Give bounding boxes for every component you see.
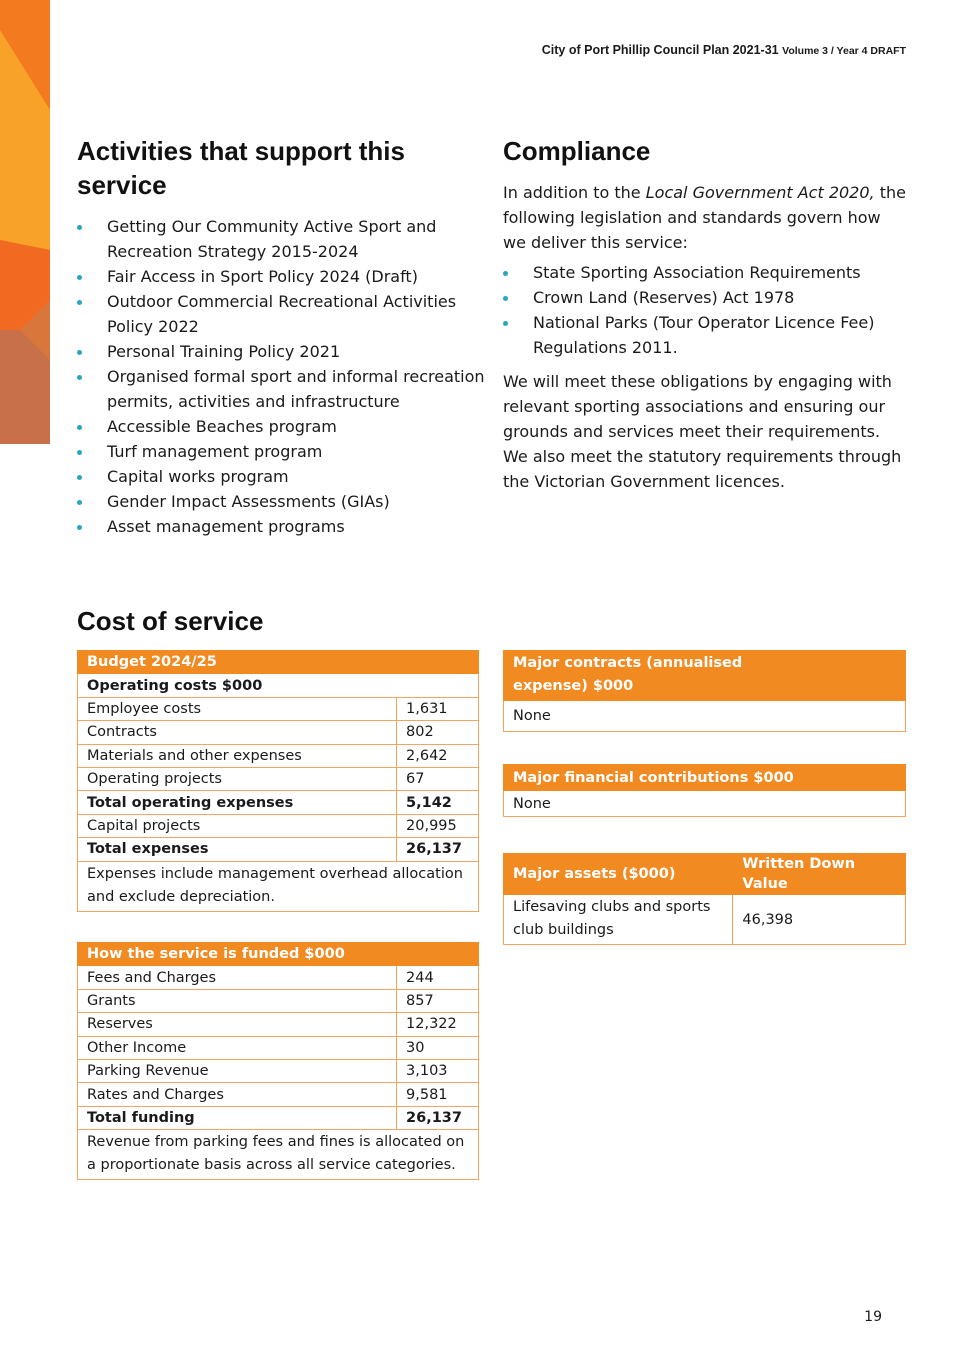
row-label: Total funding <box>78 1106 397 1129</box>
row-value: 5,142 <box>397 791 479 814</box>
contracts-header-blank <box>784 651 906 701</box>
activity-item <box>77 364 487 414</box>
table-row <box>78 1106 479 1129</box>
bullet-icon <box>77 275 82 280</box>
assets-row <box>504 895 906 945</box>
row-label: Operating projects <box>78 767 397 790</box>
row-value: 1,631 <box>397 697 479 720</box>
bullet-icon <box>77 300 82 305</box>
compliance-list <box>503 260 908 360</box>
row-value: 67 <box>397 767 479 790</box>
bullet-icon <box>77 425 82 430</box>
compliance-closing: We will meet these obligations by engaging with relevant sporting associations and ensuring our grounds and services meet their requirements. We also meet the statutory requirements through the Victorian Government licences. <box>503 372 902 491</box>
operating-costs-subheader: Operating costs $000 <box>78 674 479 697</box>
row-value: 3,103 <box>397 1059 479 1082</box>
row-label: Grants <box>78 989 397 1012</box>
bullet-icon <box>503 321 508 326</box>
contributions-table <box>503 764 906 817</box>
contributions-row <box>504 791 906 817</box>
page-header <box>542 43 906 57</box>
activity-item-text: Gender Impact Assessments (GIAs) <box>107 492 390 511</box>
row-value: 12,322 <box>397 1013 479 1036</box>
funding-header: How the service is funded $000 <box>78 943 397 966</box>
activity-item <box>77 264 487 289</box>
table-row <box>78 966 479 989</box>
activity-item-text: Organised formal sport and informal recreation permits, activities and infrastructure <box>107 367 485 411</box>
activity-item-text: Fair Access in Sport Policy 2024 (Draft) <box>107 267 418 286</box>
row-value: 30 <box>397 1036 479 1059</box>
activity-item-text: Getting Our Community Active Sport and Recreation Strategy 2015-2024 <box>107 217 437 261</box>
activity-item <box>77 214 487 264</box>
compliance-item-text: Crown Land (Reserves) Act 1978 <box>533 288 795 307</box>
assets-value: 46,398 <box>733 895 906 945</box>
activity-item-text: Asset management programs <box>107 517 345 536</box>
bullet-icon <box>77 225 82 230</box>
page-number: 19 <box>864 1309 882 1325</box>
contracts-table <box>503 650 906 732</box>
activity-item <box>77 489 487 514</box>
bullet-icon <box>77 475 82 480</box>
compliance-item-text: National Parks (Tour Operator Licence Fee) Regulations 2011. <box>533 313 875 357</box>
compliance-item <box>503 285 908 310</box>
table-row <box>78 838 479 861</box>
row-label: Capital projects <box>78 814 397 837</box>
table-row <box>78 1013 479 1036</box>
row-label: Reserves <box>78 1013 397 1036</box>
row-label: Total expenses <box>78 838 397 861</box>
assets-header-value: Written Down Value <box>733 854 906 895</box>
contracts-header-row <box>504 651 906 701</box>
row-label: Materials and other expenses <box>78 744 397 767</box>
activity-item <box>77 514 487 539</box>
funding-note: Revenue from parking fees and fines is allocated on a proportionate basis across all service categories. <box>78 1130 479 1180</box>
table-row <box>78 989 479 1012</box>
contracts-row <box>504 701 906 732</box>
compliance-item <box>503 310 908 360</box>
row-label: Rates and Charges <box>78 1083 397 1106</box>
table-row <box>78 697 479 720</box>
table-row <box>78 1036 479 1059</box>
bullet-icon <box>503 271 508 276</box>
activities-section <box>77 134 487 539</box>
table-row <box>78 814 479 837</box>
compliance-intro <box>503 180 908 255</box>
contracts-value: None <box>504 701 906 732</box>
contributions-header-row <box>504 765 906 791</box>
bullet-icon <box>77 500 82 505</box>
bullet-icon <box>77 350 82 355</box>
activity-item-text: Turf management program <box>107 442 323 461</box>
document-volume: Volume 3 / Year 4 DRAFT <box>782 45 906 57</box>
budget-note: Expenses include management overhead allocation and exclude depreciation. <box>78 861 479 911</box>
activity-item-text: Personal Training Policy 2021 <box>107 342 341 361</box>
budget-subheader-row <box>78 674 479 697</box>
activity-item-text: Accessible Beaches program <box>107 417 337 436</box>
row-value: 26,137 <box>397 838 479 861</box>
compliance-item <box>503 260 908 285</box>
contributions-header: Major financial contributions $000 <box>504 765 906 791</box>
activity-item <box>77 464 487 489</box>
row-value: 244 <box>397 966 479 989</box>
bullet-icon <box>77 375 82 380</box>
table-row <box>78 1083 479 1106</box>
assets-header: Major assets ($000) <box>504 854 733 895</box>
activity-item-text: Capital works program <box>107 467 289 486</box>
table-row <box>78 721 479 744</box>
assets-table <box>503 853 906 945</box>
row-value: 857 <box>397 989 479 1012</box>
funding-header-row <box>78 943 479 966</box>
compliance-section <box>503 134 908 494</box>
activities-heading: Activities that support this service <box>77 136 405 200</box>
compliance-item-text: State Sporting Association Requirements <box>533 263 861 282</box>
activity-item <box>77 414 487 439</box>
document-title: City of Port Phillip Council Plan 2021-31 <box>541 43 779 57</box>
row-label: Fees and Charges <box>78 966 397 989</box>
decorative-banner <box>0 0 50 444</box>
bullet-icon <box>77 525 82 530</box>
row-value: 9,581 <box>397 1083 479 1106</box>
row-value: 26,137 <box>397 1106 479 1129</box>
budget-header: Budget 2024/25 <box>78 651 479 674</box>
activity-item <box>77 439 487 464</box>
bullet-icon <box>77 450 82 455</box>
table-row <box>78 791 479 814</box>
funding-table <box>77 942 479 1180</box>
compliance-act-name: Local Government Act 2020, <box>645 183 875 202</box>
row-label: Total operating expenses <box>78 791 397 814</box>
contributions-value: None <box>504 791 906 817</box>
activities-list <box>77 214 487 539</box>
funding-note-row <box>78 1130 479 1180</box>
budget-note-row <box>78 861 479 911</box>
table-row <box>78 1059 479 1082</box>
assets-label: Lifesaving clubs and sports club buildings <box>504 895 733 945</box>
row-label: Contracts <box>78 721 397 744</box>
contracts-header: Major contracts (annualised expense) $000 <box>504 651 784 701</box>
activity-item-text: Outdoor Commercial Recreational Activities Policy 2022 <box>107 292 457 336</box>
bullet-icon <box>503 296 508 301</box>
budget-table <box>77 650 479 912</box>
row-label: Employee costs <box>78 697 397 720</box>
funding-header-blank <box>397 943 479 966</box>
row-value: 802 <box>397 721 479 744</box>
compliance-heading: Compliance <box>503 136 651 166</box>
assets-header-row <box>504 854 906 895</box>
compliance-intro-start: In addition to the <box>503 183 646 202</box>
cost-heading: Cost of service <box>77 606 264 636</box>
budget-header-row <box>78 651 479 674</box>
row-label: Parking Revenue <box>78 1059 397 1082</box>
table-row <box>78 744 479 767</box>
activity-item <box>77 339 487 364</box>
row-value: 2,642 <box>397 744 479 767</box>
row-label: Other Income <box>78 1036 397 1059</box>
compliance-intro-end: the following legislation and standards govern how we deliver this service: <box>503 183 906 252</box>
activity-item <box>77 289 487 339</box>
table-row <box>78 767 479 790</box>
row-value: 20,995 <box>397 814 479 837</box>
